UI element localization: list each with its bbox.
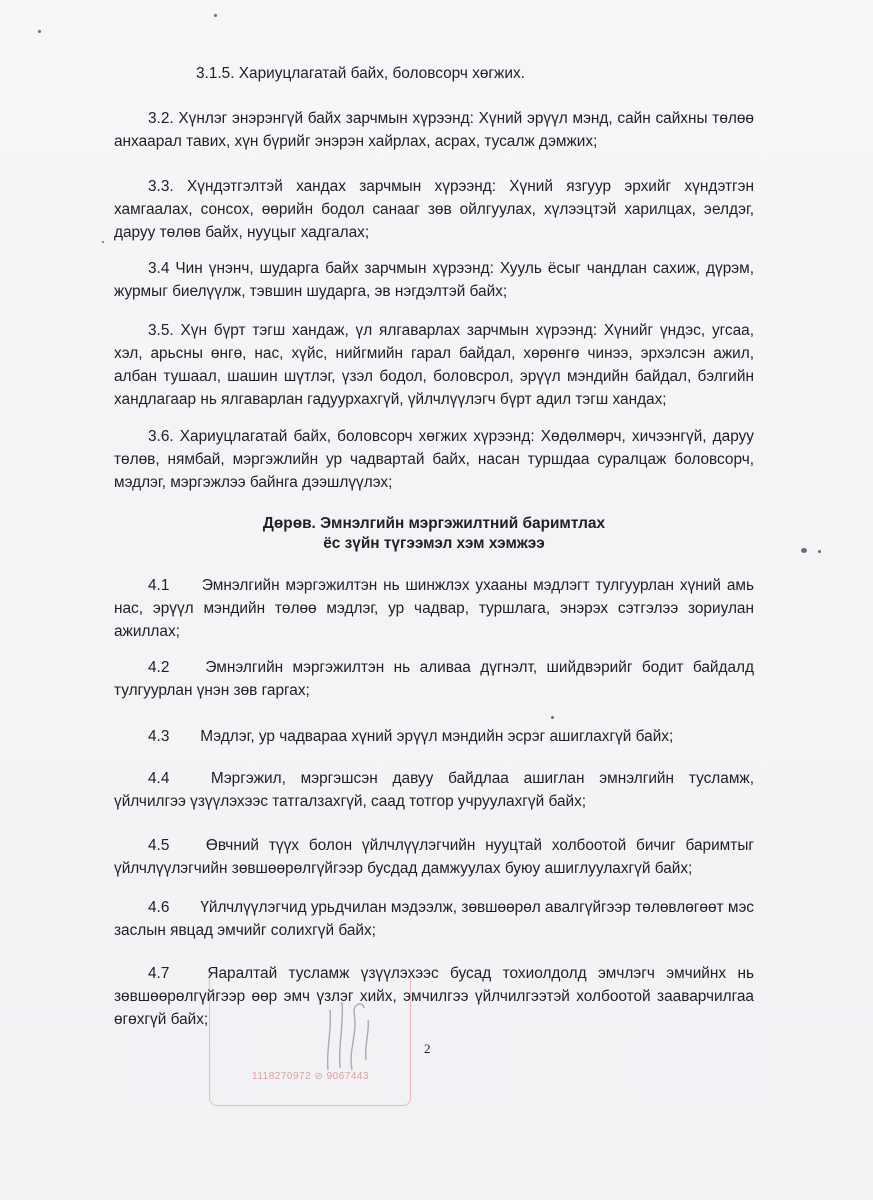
signature-mark	[318, 990, 378, 1080]
item-3-3	[114, 175, 754, 244]
item-3-6	[114, 425, 754, 494]
item-text: Үйлчлүүлэгчид урьдчилан мэдээлж, зөвшөөрөл авалгүйгээр төлөвлөгөөт мэс заслын явцад эмчийг солихгүй байх;	[114, 899, 754, 939]
stamp-mark	[209, 975, 411, 1106]
item-text: Хүндэтгэлтэй хандах зарчмын хүрээнд: Хүний язгуур эрхийг хүндэтгэн хамгаалах, сонсох, өөрийн бодол санааг зөв ойлгуулах, хүлээцтэй харилцах, эелдэг, даруу төлөв байх, нууцыг хадгалах;	[114, 178, 754, 241]
scan-speck	[818, 550, 821, 553]
item-text: Хүнлэг энэрэнгүй байх зарчмын хүрээнд: Хүний эрүүл мэнд, сайн сайхны төлөө анхаарал тавих, хүн бүрийг энэрэн хайрлах, асрах, тусалж дэмжих;	[114, 110, 754, 150]
chapter-title-line-2: ёс зүйн түгээмэл хэм хэмжээ	[323, 535, 545, 552]
item-text: Хүн бүрт тэгш хандаж, үл ялгаварлах зарчмын хүрээнд: Хүнийг үндэс, угсаа, хэл, арьсны өнгө, нас, хүйс, нийгмийн гарал байдал, хөрөнгө чинээ, эрхэлсэн ажил, албан тушаал, шашин шүтлэг, үзэл бодол, боловсрол, эрүүл мэндийн байдал, бэлгийн хандлагаар нь ялгаварлан гадуурхахгүй, үйлчлүүлэгч бүрт адил тэгш хандах;	[114, 322, 755, 408]
item-text: Эмнэлгийн мэргэжилтэн нь шинжлэх ухааны мэдлэгт тулгуурлан хүний амь нас, эрүүл мэндийн төлөө мэдлэг, ур чадвар, туршлага, энэрэх сэтгэлээ зориулан ажиллах;	[114, 577, 754, 640]
item-text: Эмнэлгийн мэргэжилтэн нь аливаа дүгнэлт, шийдвэрийг бодит байдалд тулгуурлан үнэн зөв гаргах;	[114, 659, 754, 699]
item-4-1	[114, 574, 754, 643]
item-number: 4.2	[148, 659, 170, 676]
item-number: 4.6	[148, 899, 170, 916]
page-number: 2	[424, 1041, 431, 1056]
item-4-2	[114, 656, 754, 702]
item-3-4	[114, 257, 754, 303]
item-number: 4.3	[148, 728, 170, 745]
item-text: Хариуцлагатай байх, боловсорч хөгжих хүрээнд: Хөдөлмөрч, хичээнгүй, даруу төлөв, нямбай, мэргэжлийн ур чадвартай байх, насан туршдаа суралцаж боловсорч, мэдлэг, мэргэжлээ байнга дээшлүүлэх;	[114, 428, 754, 491]
item-number: 4.4	[148, 770, 170, 787]
chapter-heading	[114, 514, 754, 554]
item-number: 4.1	[148, 577, 170, 594]
item-number: 3.4	[148, 260, 170, 277]
item-text: Яаралтай тусламж үзүүлэхээс бусад тохиолдолд эмчлэгч эмчийнх нь зөвшөөрөлгүйгээр өөр эмч үзлэг хийх, эмчилгээ үйлчилгээтэй холбоотой зааварчилгаа өгөхгүй байх;	[114, 965, 754, 1028]
item-text: Мэдлэг, ур чадвараа хүний эрүүл мэндийн эсрэг ашиглахгүй байх;	[200, 728, 674, 745]
item-number: 3.5.	[148, 322, 174, 339]
scan-speck	[214, 14, 217, 17]
scan-speck	[102, 241, 104, 243]
item-4-3	[114, 725, 754, 748]
scan-speck	[38, 30, 41, 33]
item-number: 3.6.	[148, 428, 174, 445]
item-4-4	[114, 767, 754, 813]
scan-speck	[801, 548, 807, 553]
chapter-title-line-1: Дөрөв. Эмнэлгийн мэргэжилтний баримтлах	[262, 515, 606, 532]
item-text: Чин үнэнч, шударга байх зарчмын хүрээнд: Хууль ёсыг чандлан сахиж, дүрэм, журмыг биелүүлж, тэвшин шударга, эв нэгдэлтэй байх;	[114, 260, 754, 300]
item-4-6	[114, 896, 754, 942]
item-4-5	[114, 834, 754, 880]
item-number: 3.2.	[148, 110, 174, 127]
item-number: 3.3.	[148, 178, 174, 195]
stamp-number: 1118270972 ⊘ 9067443	[252, 1071, 369, 1082]
scan-speck	[551, 716, 554, 719]
item-number: 4.5	[148, 837, 170, 854]
item-text: Мэргэжил, мэргэшсэн давуу байдлаа ашиглан эмнэлгийн тусламж, үйлчилгээ үзүүлэхээс татгалзахгүй, саад тотгор учруулахгүй байх;	[114, 770, 754, 810]
item-3-5	[114, 319, 754, 411]
item-3-1-5: 3.1.5. Хариуцлагатай байх, боловсорч хөгжих.	[196, 65, 525, 82]
item-number: 4.7	[148, 965, 170, 982]
item-text: Өвчний түүх болон үйлчлүүлэгчийн нууцтай холбоотой бичиг баримтыг үйлчлүүлэгчийн зөвшөөрөлгүйгээр бусдад дамжуулах буюу ашиглуулахгүй байх;	[114, 837, 754, 877]
item-3-2	[114, 107, 754, 153]
